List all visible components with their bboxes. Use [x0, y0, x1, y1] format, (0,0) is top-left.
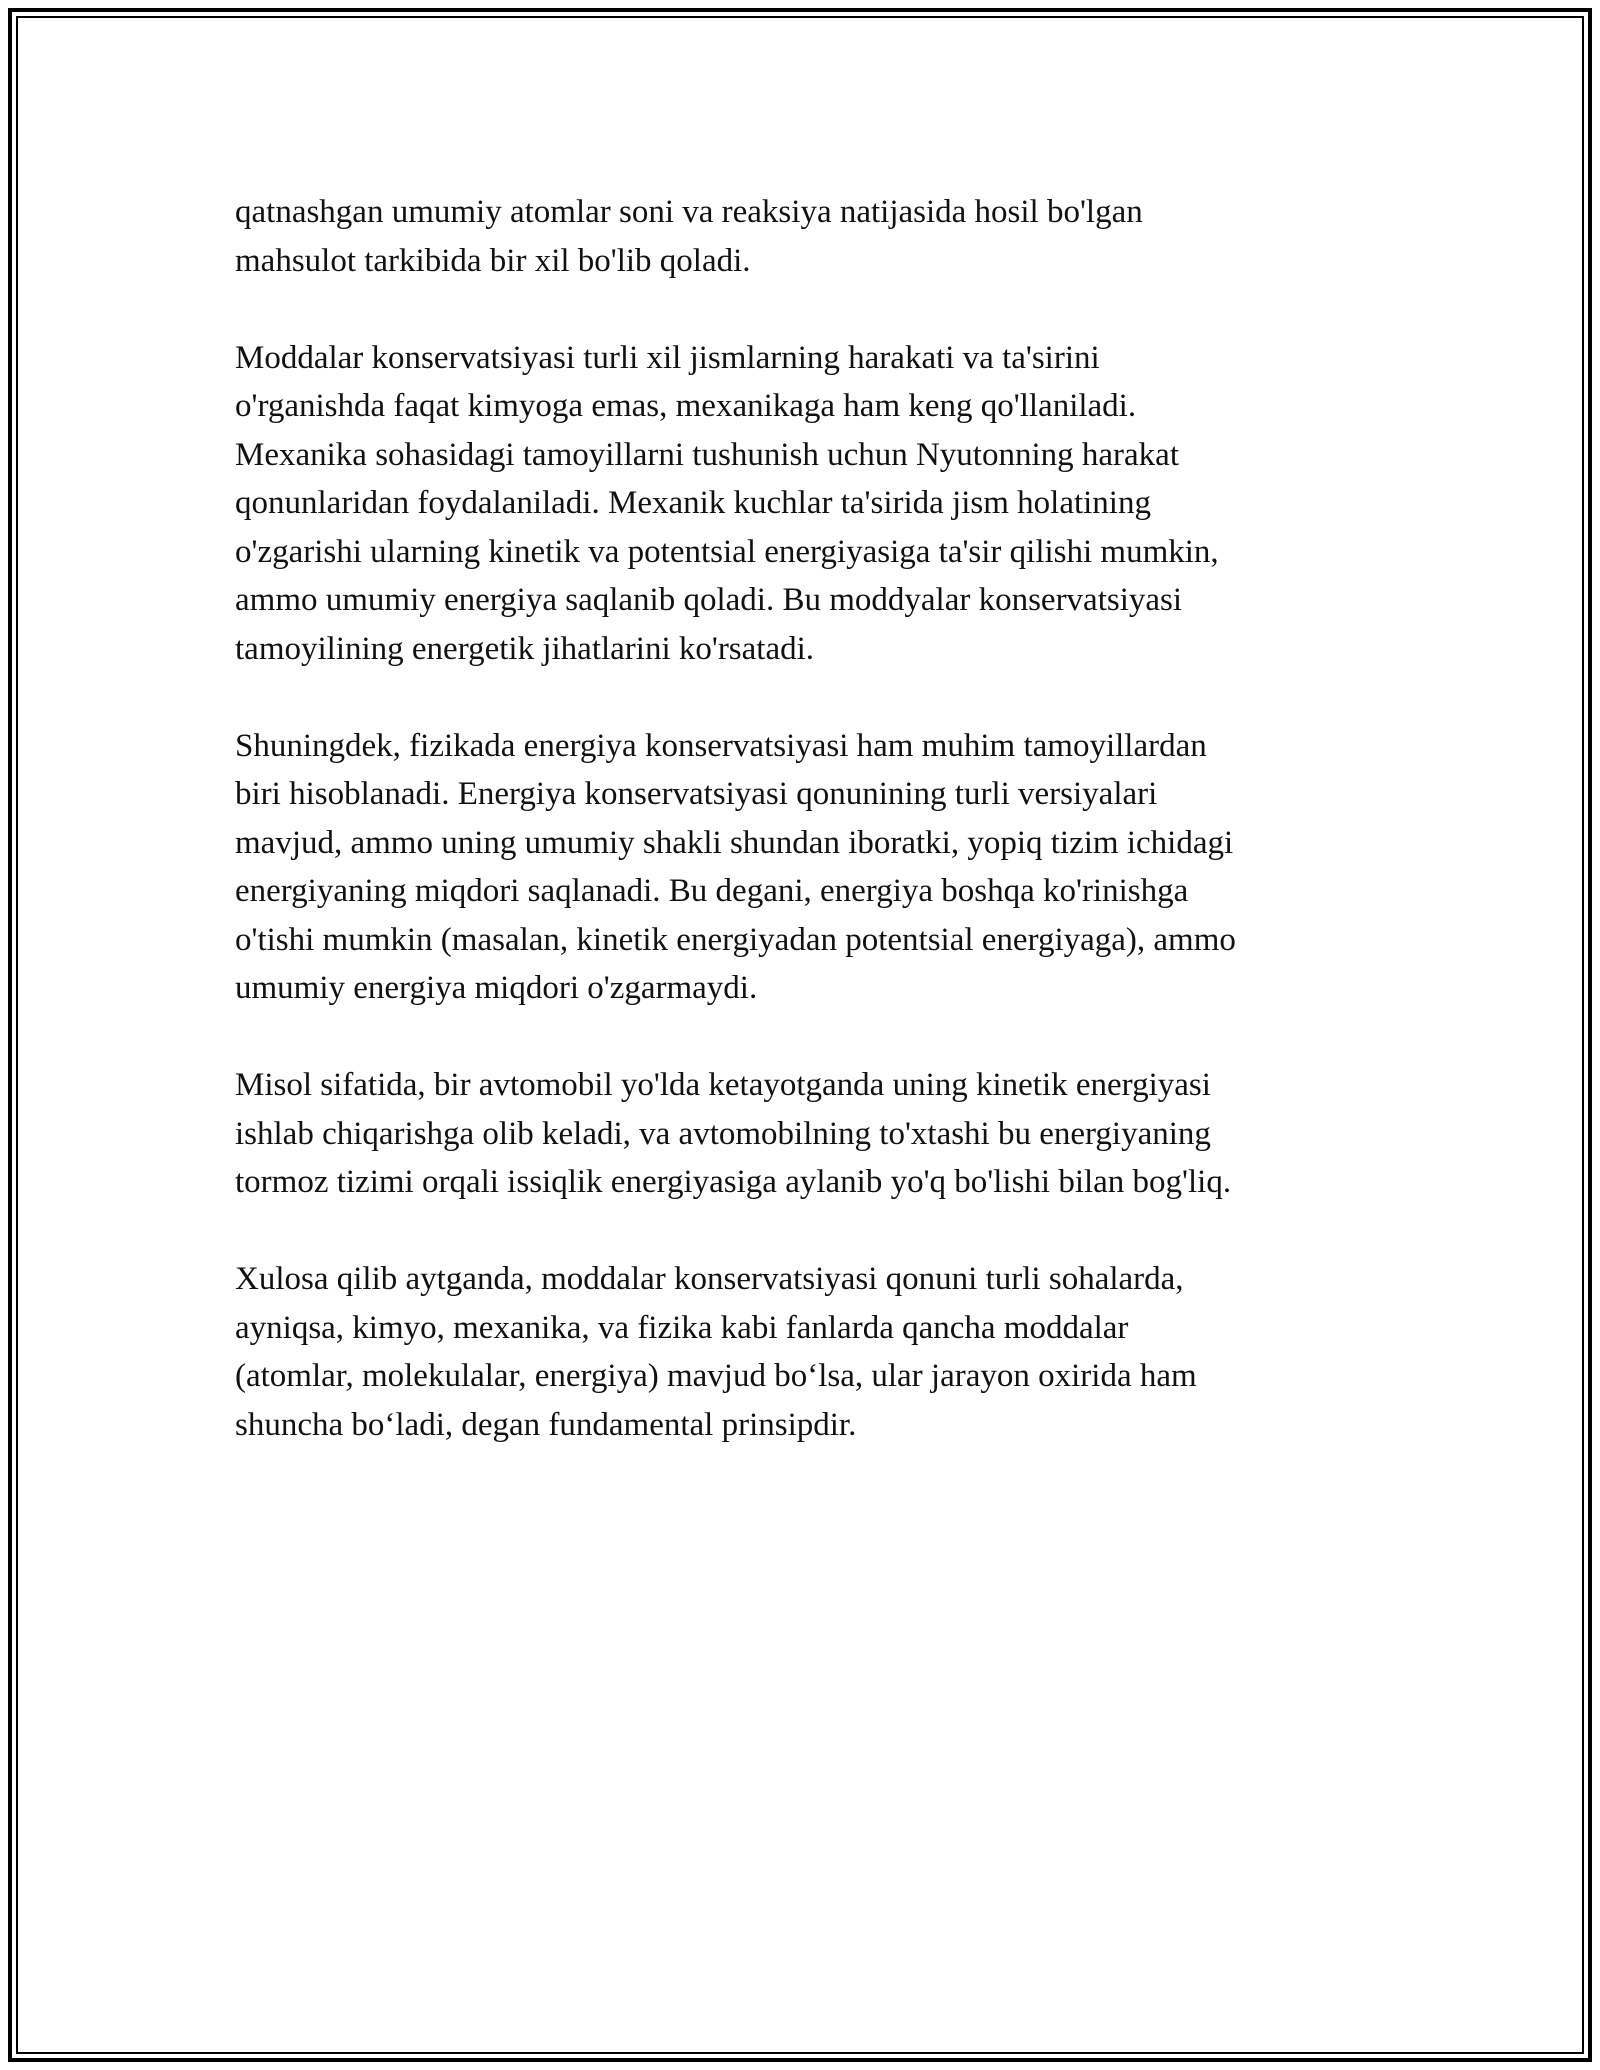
- text-line: energiyaning miqdori saqlanadi. Bu degani, energiya boshqa ko'rinishga: [235, 873, 1189, 909]
- paragraph-1: [235, 188, 1375, 285]
- text-line: mahsulot tarkibida bir xil bo'lib qoladi.: [235, 242, 751, 279]
- text-line: Misol sifatida, bir avtomobil yo'lda ketayotganda uning kinetik energiyasi: [235, 1067, 1211, 1103]
- text-line: tormoz tizimi orqali issiqlik energiyasiga aylanib yo'q bo'lishi bilan bog'liq.: [235, 1164, 1232, 1200]
- text-line: o'tishi mumkin (masalan, kinetik energiyadan potentsial energiyaga), ammo: [235, 921, 1236, 958]
- text-line: Xulosa qilib aytganda, moddalar konservatsiyasi qonuni turli sohalarda,: [235, 1261, 1184, 1297]
- paragraph-4: [235, 1061, 1375, 1207]
- text-line: ammo umumiy energiya saqlanib qoladi. Bu moddyalar konservatsiyasi: [235, 582, 1183, 618]
- text-line: qatnashgan umumiy atomlar soni va reaksiya natijasida hosil bo'lgan: [235, 194, 1143, 230]
- text-line: qonunlaridan foydalaniladi. Mexanik kuchlar ta'sirida jism holatining: [235, 485, 1151, 521]
- text-line: Moddalar konservatsiyasi turli xil jismlarning harakati va ta'sirini: [235, 339, 1100, 376]
- document-body: [235, 188, 1375, 1498]
- text-line: mavjud, ammo uning umumiy shakli shundan iboratki, yopiq tizim ichidagi: [235, 824, 1234, 861]
- paragraph-5: [235, 1255, 1375, 1449]
- text-line: ishlab chiqarishga olib keladi, va avtomobilning to'xtashi bu energiyaning: [235, 1115, 1211, 1152]
- text-line: biri hisoblanadi. Energiya konservatsiyasi qonunining turli versiyalari: [235, 776, 1158, 812]
- text-line: Shuningdek, fizikada energiya konservatsiyasi ham muhim tamoyillardan: [235, 727, 1207, 764]
- text-line: umumiy energiya miqdori o'zgarmaydi.: [235, 970, 758, 1006]
- paragraph-2: [235, 334, 1375, 674]
- text-line: o'rganishda faqat kimyoga emas, mexanikaga ham keng qo'llaniladi.: [235, 388, 1137, 424]
- text-line: (atomlar, molekulalar, energiya) mavjud bo‘lsa, ular jarayon oxirida ham: [235, 1358, 1197, 1394]
- text-line: tamoyilining energetik jihatlarini ko'rsatadi.: [235, 630, 815, 667]
- text-line: ayniqsa, kimyo, mexanika, va fizika kabi fanlarda qancha moddalar: [235, 1309, 1129, 1346]
- text-line: o'zgarishi ularning kinetik va potentsial energiyasiga ta'sir qilishi mumkin,: [235, 533, 1219, 570]
- text-line: Mexanika sohasidagi tamoyillarni tushunish uchun Nyutonning harakat: [235, 436, 1179, 473]
- text-line: shuncha bo‘ladi, degan fundamental prinsipdir.: [235, 1406, 857, 1443]
- paragraph-3: [235, 722, 1375, 1013]
